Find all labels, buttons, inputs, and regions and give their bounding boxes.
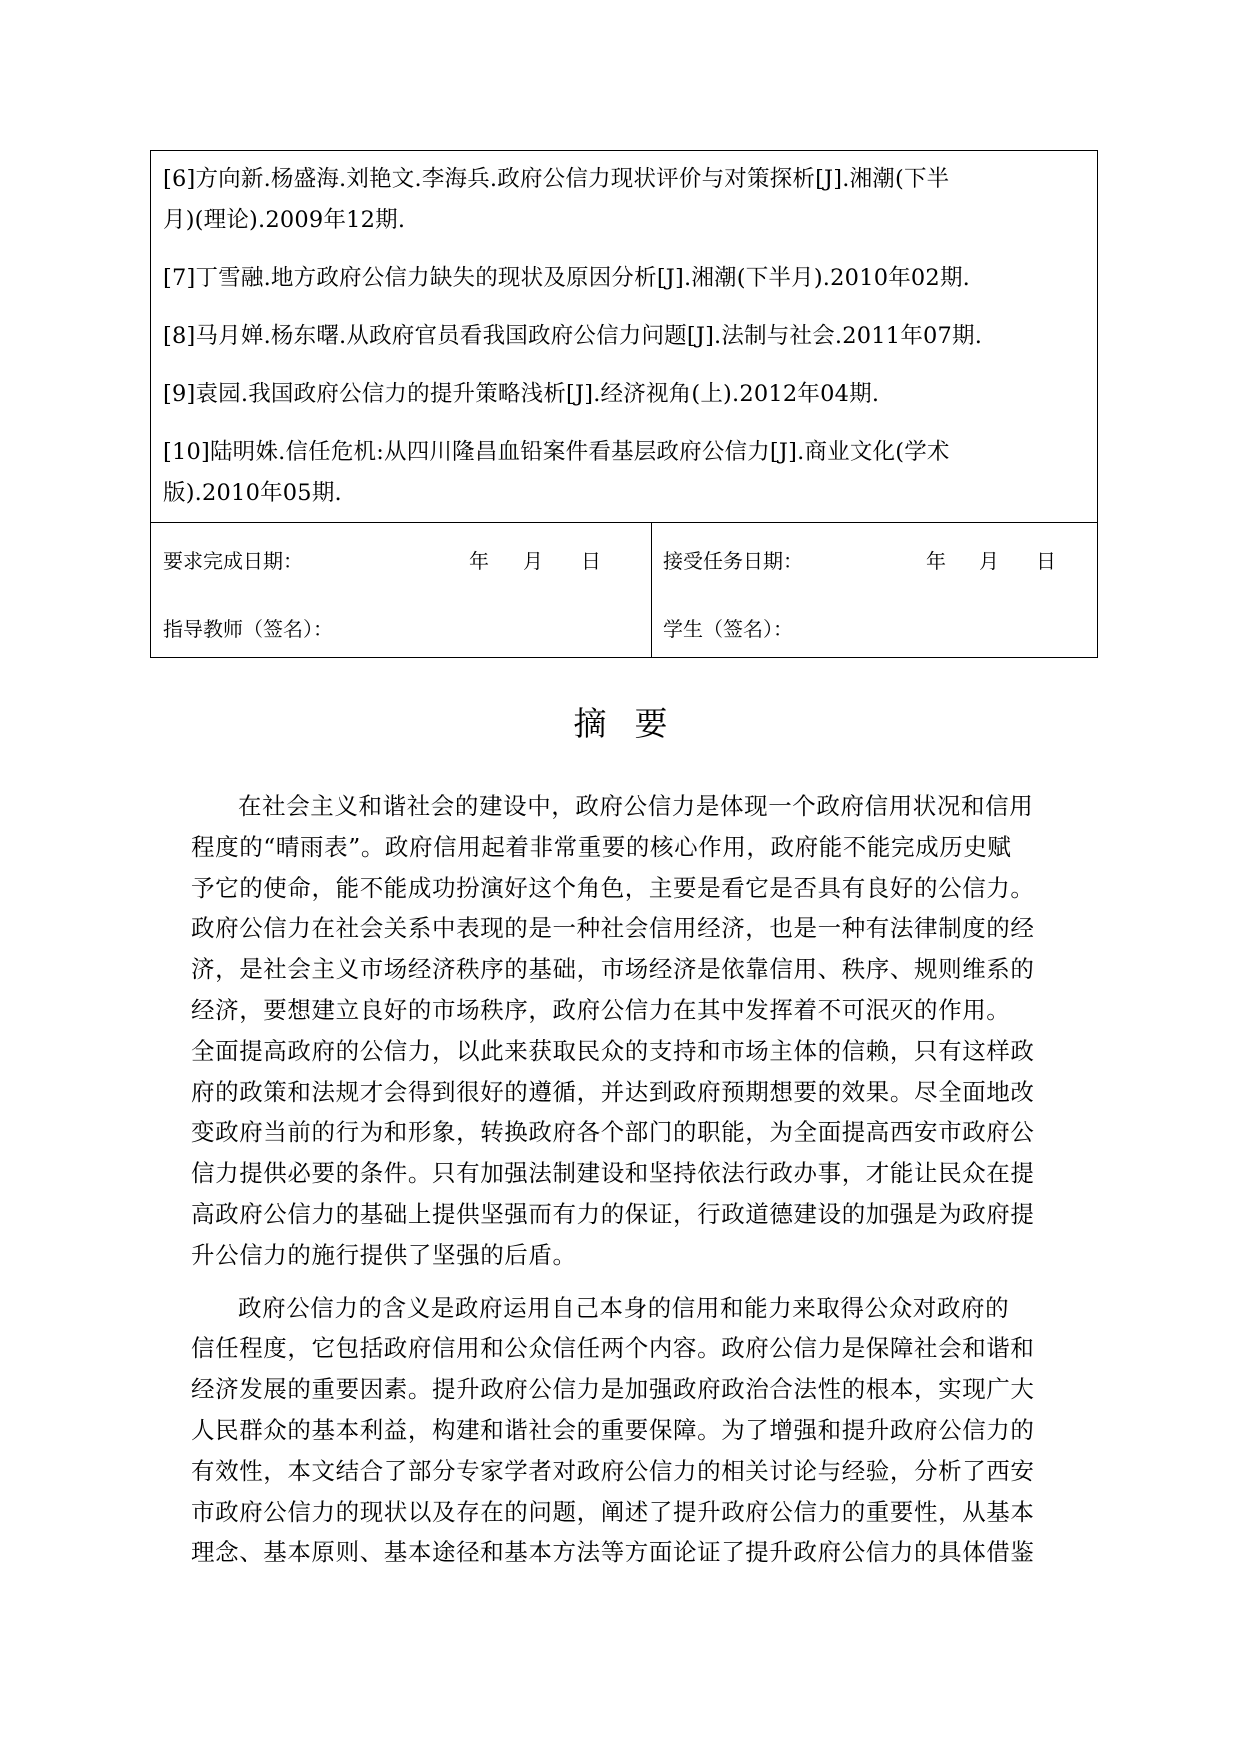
due-date-day: 日 xyxy=(581,549,601,573)
reference-line: 月)(理论).2009年12期. xyxy=(163,207,406,233)
reference-6 xyxy=(163,159,1087,241)
abstract-title: 摘要 xyxy=(573,704,696,743)
abstract-line: 予它的使命，能不能成功扮演好这个角色，主要是看它是否具有良好的公信力。 xyxy=(191,873,1035,902)
abstract-line: 在社会主义和谐社会的建设中，政府公信力是体现一个政府信用状况和信用 xyxy=(238,792,1034,820)
references-cell xyxy=(151,151,1097,523)
abstract-line: 高政府公信力的基础上提供坚强而有力的保证，行政道德建设的加强是为政府提 xyxy=(191,1199,1035,1228)
accept-date-label: 接受任务日期： xyxy=(663,549,803,573)
date-row xyxy=(151,523,1097,591)
abstract-paragraph-1 xyxy=(191,786,1071,1276)
abstract-line: 经济，要想建立良好的市场秩序，政府公信力在其中发挥着不可泯灭的作用。 xyxy=(191,995,1011,1024)
abstract-body xyxy=(191,786,1071,1573)
reference-line: [9]袁园.我国政府公信力的提升策略浅析[J].经济视角(上).2012年04期. xyxy=(163,381,880,407)
reference-line: 版).2010年05期. xyxy=(163,480,342,506)
abstract-line: 升公信力的施行提供了坚强的后盾。 xyxy=(191,1240,577,1269)
task-table xyxy=(150,150,1098,658)
reference-line: [6]方向新.杨盛海.刘艳文.李海兵.政府公信力现状评价与对策探析[J].湘潮(下半 xyxy=(163,166,950,192)
reference-7 xyxy=(163,258,1087,299)
due-date-month: 月 xyxy=(523,549,543,573)
abstract-line: 变政府当前的行为和形象，转换政府各个部门的职能，为全面提高西安市政府公 xyxy=(191,1118,1035,1147)
due-date-label: 要求完成日期： xyxy=(163,549,303,573)
abstract-paragraph-2 xyxy=(191,1288,1071,1574)
reference-10 xyxy=(163,432,1087,514)
abstract-line: 程度的“晴雨表”。政府信用起着非常重要的核心作用，政府能不能完成历史赋 xyxy=(191,832,1012,861)
abstract-line: 理念、基本原则、基本途径和基本方法等方面论证了提升政府公信力的具体借鉴 xyxy=(191,1538,1035,1567)
abstract-line: 政府公信力在社会关系中表现的是一种社会信用经济，也是一种有法律制度的经 xyxy=(191,914,1035,943)
accept-date-day: 日 xyxy=(1036,549,1056,573)
accept-date-year: 年 xyxy=(926,549,946,573)
abstract-line: 人民群众的基本利益，构建和谐社会的重要保障。为了增强和提升政府公信力的 xyxy=(191,1415,1035,1444)
reference-line: [10]陆明姝.信任危机:从四川隆昌血铅案件看基层政府公信力[J].商业文化(学术 xyxy=(163,439,950,465)
student-signature-label: 学生（签名）： xyxy=(663,617,793,641)
reference-9 xyxy=(163,374,1087,415)
abstract-line: 信力提供必要的条件。只有加强法制建设和坚持依法行政办事，才能让民众在提 xyxy=(191,1159,1035,1188)
abstract-line: 全面提高政府的公信力，以此来获取民众的支持和市场主体的信赖，只有这样政 xyxy=(191,1036,1035,1065)
abstract-line: 济，是社会主义市场经济秩序的基础，市场经济是依靠信用、秩序、规则维系的 xyxy=(191,955,1035,984)
abstract-line: 市政府公信力的现状以及存在的问题，阐述了提升政府公信力的重要性，从基本 xyxy=(191,1497,1035,1526)
due-date-year: 年 xyxy=(469,549,489,573)
abstract-line: 府的政策和法规才会得到很好的遵循，并达到政府预期想要的效果。尽全面地改 xyxy=(191,1077,1035,1106)
signature-row xyxy=(151,591,1097,659)
reference-8 xyxy=(163,316,1087,357)
reference-line: [7]丁雪融.地方政府公信力缺失的现状及原因分析[J].湘潮(下半月).2010年02期. xyxy=(163,265,971,291)
abstract-line: 信任程度，它包括政府信用和公众信任两个内容。政府公信力是保障社会和谐和 xyxy=(191,1334,1035,1363)
accept-date-month: 月 xyxy=(979,549,999,573)
abstract-line: 有效性，本文结合了部分专家学者对政府公信力的相关讨论与经验，分析了西安 xyxy=(191,1456,1035,1485)
abstract-line: 政府公信力的含义是政府运用自己本身的信用和能力来取得公众对政府的 xyxy=(238,1293,1010,1322)
teacher-signature-label: 指导教师（签名）： xyxy=(163,617,333,641)
abstract-line: 经济发展的重要因素。提升政府公信力是加强政府政治合法性的根本，实现广大 xyxy=(191,1375,1035,1404)
reference-line: [8]马月婵.杨东曙.从政府官员看我国政府公信力问题[J].法制与社会.2011年07期. xyxy=(163,323,983,349)
